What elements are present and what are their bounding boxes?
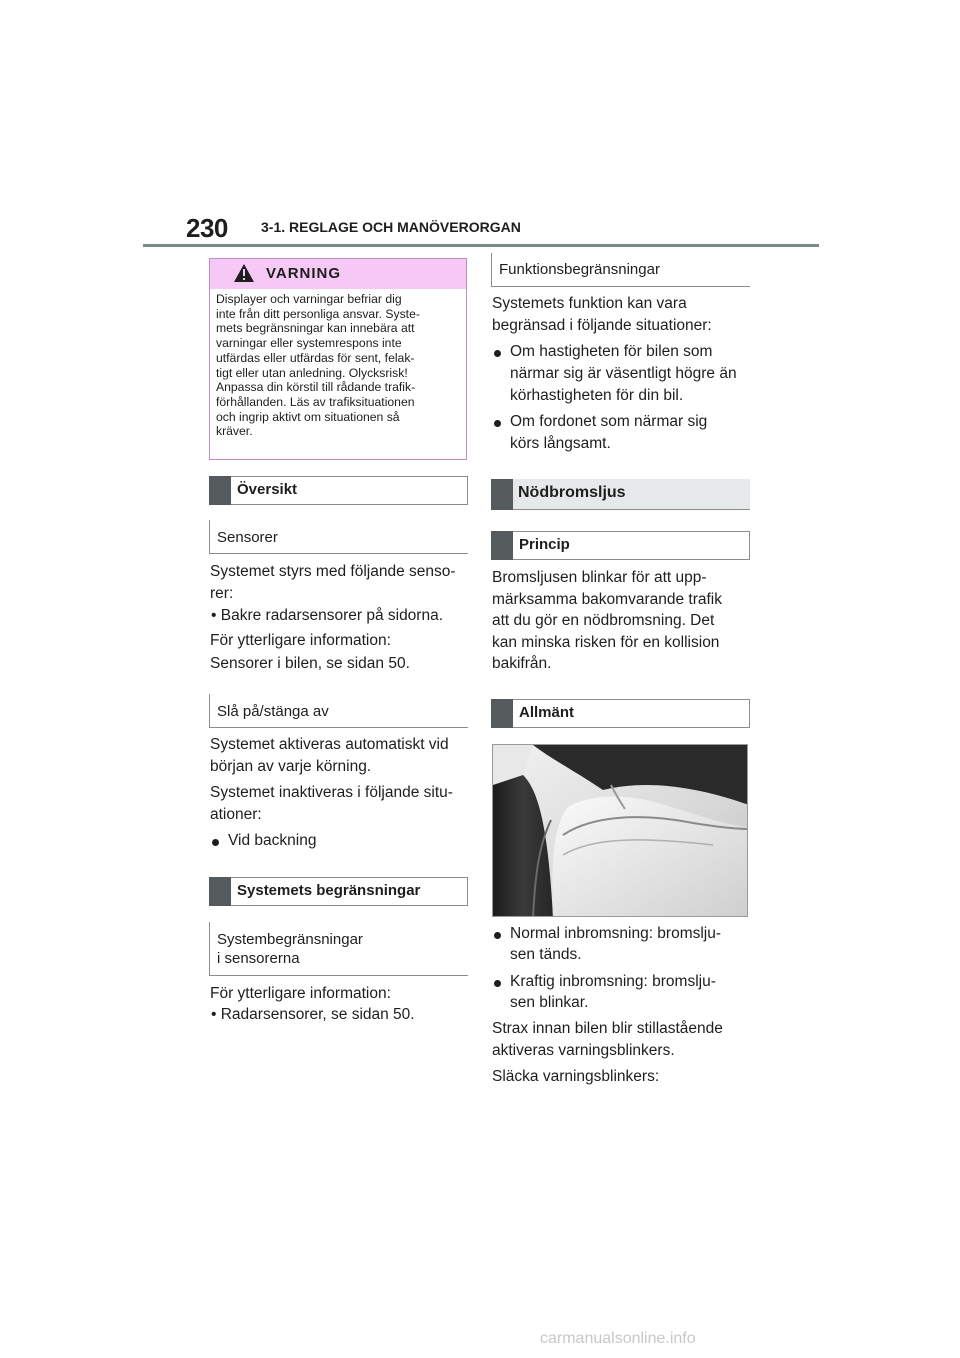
bullet-item: Om fordonet som närmar sig xyxy=(510,413,708,430)
section-marker xyxy=(209,877,231,906)
subsection-sensorer xyxy=(209,520,468,554)
brake-light-illustration xyxy=(493,745,748,917)
paragraph-line: kan minska risken för en kollision xyxy=(492,634,720,651)
subsection-funktion xyxy=(491,253,750,287)
subsection-title-line: i sensorerna xyxy=(217,950,300,967)
subsection-pa-av xyxy=(209,694,468,728)
paragraph-line: För ytterligare information: xyxy=(210,632,391,649)
warning-box xyxy=(209,258,467,460)
warning-line: varningar eller systemrespons inte xyxy=(216,336,402,351)
paragraph-line: Bromsljusen blinkar för att upp- xyxy=(492,569,707,586)
section-title: Allmänt xyxy=(519,704,575,721)
warning-line: Displayer och varningar befriar dig xyxy=(216,292,402,306)
header-divider xyxy=(143,244,819,247)
subsection-title: Funktionsbegränsningar xyxy=(499,261,660,278)
paragraph-line: märksamma bakomvarande trafik xyxy=(492,591,722,608)
warning-line: Anpassa din körstil till rådande trafik- xyxy=(216,380,416,395)
section-title: Översikt xyxy=(237,481,298,498)
warning-text xyxy=(216,292,461,439)
warning-header xyxy=(210,259,466,289)
section-marker xyxy=(491,479,513,510)
section-title: Nödbromsljus xyxy=(518,484,626,501)
subsection-title: Slå på/stänga av xyxy=(217,703,329,720)
warning-line: kräver. xyxy=(216,424,253,439)
section-princip xyxy=(491,531,750,560)
paragraph-line: Släcka varningsblinkers: xyxy=(492,1068,660,1085)
paragraph-line: början av varje körning. xyxy=(210,758,372,775)
section-title: Systemets begränsningar xyxy=(237,882,421,899)
paragraph-line: att du gör en nödbromsning. Det xyxy=(492,612,715,629)
bullet-item: Kraftig inbromsning: bromslju- xyxy=(510,973,716,990)
bullet-dot xyxy=(494,932,501,939)
warning-line: utfärdas eller utfärdas för sent, felak- xyxy=(216,350,415,365)
bullet-item: Vid backning xyxy=(228,832,317,849)
warning-line: förhållanden. Läs av trafiksituationen xyxy=(216,394,415,409)
paragraph-line: Systemet inaktiveras i följande situ- xyxy=(210,784,453,801)
bullet-item: närmar sig är väsentligt högre än xyxy=(510,365,737,382)
paragraph-line: Systemet styrs med följande senso- xyxy=(210,563,456,580)
warning-title: VARNING xyxy=(266,265,342,282)
paragraph-line: bakifrån. xyxy=(492,655,552,672)
paragraph-line: Sensorer i bilen, se sidan 50. xyxy=(210,655,410,672)
section-marker xyxy=(491,531,513,560)
bullet-item: • Radarsensorer, se sidan 50. xyxy=(211,1006,415,1023)
section-oversikt xyxy=(209,476,468,505)
subsection-title-line: Systembegränsningar xyxy=(217,931,363,948)
warning-line: mets begränsningar kan innebära att xyxy=(216,321,415,336)
paragraph-line: rer: xyxy=(210,585,234,602)
subsection-title: Sensorer xyxy=(217,529,278,546)
bullet-item: Om hastigheten för bilen som xyxy=(510,343,713,360)
bullet-item: körs långsamt. xyxy=(510,435,611,452)
bullet-item: sen tänds. xyxy=(510,946,582,963)
bullet-item: Normal inbromsning: bromslju- xyxy=(510,925,722,942)
bullet-dot xyxy=(494,420,501,427)
subsection-sensor-limits xyxy=(209,922,468,976)
watermark: carmanualsonline.info xyxy=(540,1330,696,1347)
section-begransningar xyxy=(209,877,468,906)
section-allmant xyxy=(491,699,750,728)
bullet-dot xyxy=(494,350,501,357)
section-marker xyxy=(491,699,513,728)
paragraph-line: Systemet aktiveras automatiskt vid xyxy=(210,736,449,753)
bullet-item: • Bakre radarsensorer på sidorna. xyxy=(211,607,444,624)
warning-line: inte från ditt personliga ansvar. Syste- xyxy=(216,306,420,321)
brake-light-photo xyxy=(492,744,748,917)
paragraph-line: Strax innan bilen blir stillastående xyxy=(492,1020,723,1037)
warning-line: tigt eller utan anledning. Olycksrisk! xyxy=(216,365,408,380)
section-title: Princip xyxy=(519,536,570,553)
chapter-title: 3-1. REGLAGE OCH MANÖVERORGAN xyxy=(261,219,521,235)
paragraph-line: Systemets funktion kan vara xyxy=(492,295,687,312)
bullet-dot xyxy=(212,839,219,846)
page-number: 230 xyxy=(186,213,228,243)
bullet-item: körhastigheten för din bil. xyxy=(510,387,684,404)
warning-line: och ingrip aktivt om situationen så xyxy=(216,409,400,424)
bullet-item: sen blinkar. xyxy=(510,994,589,1011)
section-nodbromsljus xyxy=(491,479,750,510)
warning-triangle-icon xyxy=(233,263,255,283)
paragraph-line: ationer: xyxy=(210,806,262,823)
paragraph-line: För ytterligare information: xyxy=(210,985,391,1002)
section-marker xyxy=(209,476,231,505)
paragraph-line: begränsad i följande situationer: xyxy=(492,317,712,334)
bullet-dot xyxy=(494,980,501,987)
paragraph-line: aktiveras varningsblinkers. xyxy=(492,1042,675,1059)
